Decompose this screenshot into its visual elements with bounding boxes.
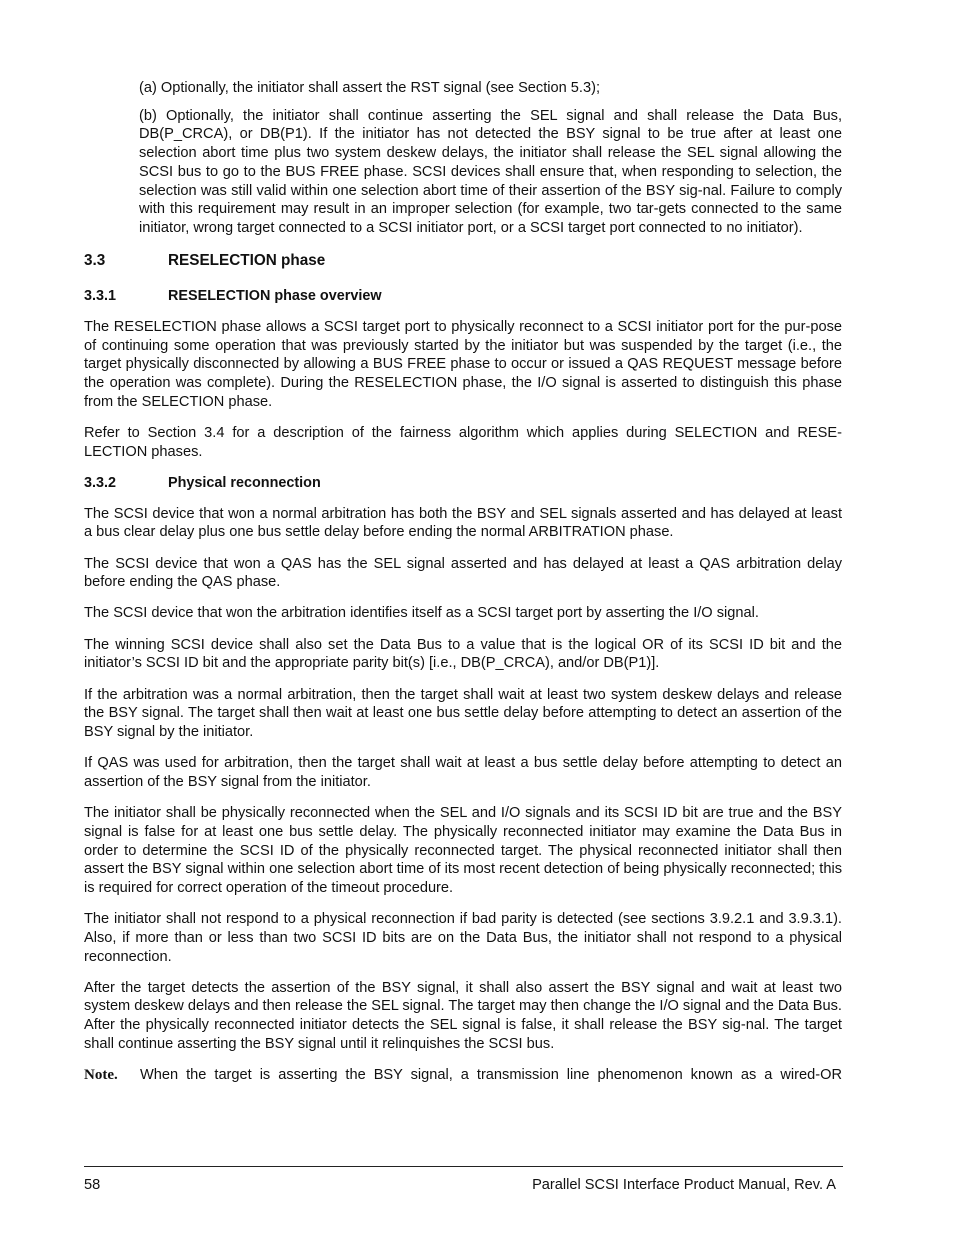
section-heading bbox=[84, 252, 842, 271]
subsection-number: 3.3.1 bbox=[84, 288, 117, 305]
subsection-title: RESELECTION phase overview bbox=[168, 288, 382, 305]
paragraph: The RESELECTION phase allows a SCSI target port to physically reconnect to a SCSI initiator port for the pur-pose of continuing some operation that was previously started by the initiator but was suspended by the target (i.e., the target physically disconnected by allowing a BUS FREE phase to occur or issued a QAS REQUEST message before the operation was complete). During the RESELECTION phase, the I/O signal is asserted to distinguish this phase from the SELECTION phase. bbox=[84, 319, 842, 410]
paragraph: The SCSI device that won a normal arbitration has both the BSY and SEL signals asserted and has delayed at least a bus clear delay plus one bus settle delay before ending the normal ARBITRATION phase. bbox=[84, 505, 842, 541]
paragraph: The SCSI device that won a QAS has the SEL signal asserted and has delayed at least a QAS arbitration delay before ending the QAS phase. bbox=[84, 555, 842, 591]
subsection-title: Physical reconnection bbox=[168, 474, 321, 491]
paragraph: If QAS was used for arbitration, then the target shall wait at least a bus settle delay before attempting to detect an assertion of the BSY signal from the initiator. bbox=[84, 755, 842, 790]
note bbox=[84, 1066, 842, 1085]
list-item-b: (b) Optionally, the initiator shall continue asserting the SEL signal and shall release the Data Bus, DB(P_CRCA), or DB(P1). If the initiator has not detected the BSY signal to be true after at least one selection abort time plus two system deskew delays, the initiator shall release the SEL signal allowing the SCSI bus to go to the BUS FREE phase. SCSI devices shall ensure that, when responding to selection, the selection was still valid within one selection abort time of their assertion of the BSY sig-nal. Failure to comply with this requirement may result in an improper selection (for example, two tar-gets connected to the same initiator, wrong target connected to a SCSI initiator port, or a SCSI target port connected to no initiator). bbox=[139, 107, 842, 236]
document-title: Parallel SCSI Interface Product Manual, Rev. A bbox=[532, 1177, 836, 1193]
section-number: 3.3 bbox=[84, 251, 106, 269]
subsection-heading-physical-reconnection bbox=[84, 474, 842, 493]
paragraph: The SCSI device that won the arbitration identifies itself as a SCSI target port by asserting the I/O signal. bbox=[84, 605, 759, 622]
paragraph: The winning SCSI device shall also set the Data Bus to a value that is the logical OR of its SCSI ID bit and the initiator’s SCSI ID bit and the appropriate parity bit(s) [i.e., DB(P_CRCA), and/or DB(P1)]. bbox=[84, 636, 842, 672]
subsection-heading-overview bbox=[84, 287, 842, 306]
paragraph: The initiator shall not respond to a physical reconnection if bad parity is detected (see sections 3.9.2.1 and 3.9.3.1). Also, if more than or less than two SCSI ID bits are on the Data Bus, the initiator shall not respond to a physical reconnection. bbox=[84, 911, 842, 965]
page-number: 58 bbox=[84, 1177, 101, 1193]
section-title: RESELECTION phase bbox=[168, 251, 326, 269]
list-item-a: (a) Optionally, the initiator shall assert the RST signal (see Section 5.3); bbox=[139, 80, 600, 96]
note-text: When the target is asserting the BSY signal, a transmission line phenomenon known as a wired-OR bbox=[140, 1067, 842, 1084]
note-label: Note. bbox=[84, 1067, 118, 1084]
paragraph: If the arbitration was a normal arbitration, then the target shall wait at least two system deskew delays and release the BSY signal. The target shall then wait at least one bus settle delay before attempting to detect an assertion of the BSY signal by the initiator. bbox=[84, 686, 842, 740]
paragraph: Refer to Section 3.4 for a description of the fairness algorithm which applies during SELECTION and RESE-LECTION phases. bbox=[84, 425, 842, 460]
page-body bbox=[84, 79, 842, 1085]
paragraph: The initiator shall be physically reconnected when the SEL and I/O signals and its SCSI ID bit are true and the BSY signal is false for at least one bus settle delay. The physically reconnected initiator may examine the Data Bus in order to determine the SCSI ID of the physically reconnected target. The physical reconnected initiator shall then assert the BSY signal within one selection abort time of its most recent detection of being physically reconnected; this is required for correct operation of the timeout procedure. bbox=[84, 805, 842, 896]
footer-divider bbox=[84, 1166, 843, 1167]
paragraph: After the target detects the assertion of the BSY signal, it shall also assert the BSY signal and wait at least two system deskew delays and then release the SEL signal. The target may then change the I/O signal and the Data Bus. After the physically reconnected initiator detects the SEL signal is false, it shall release the BSY sig-nal. The target shall continue asserting the BSY signal until it relinquishes the SCSI bus. bbox=[84, 979, 842, 1052]
subsection-number: 3.3.2 bbox=[84, 474, 117, 491]
